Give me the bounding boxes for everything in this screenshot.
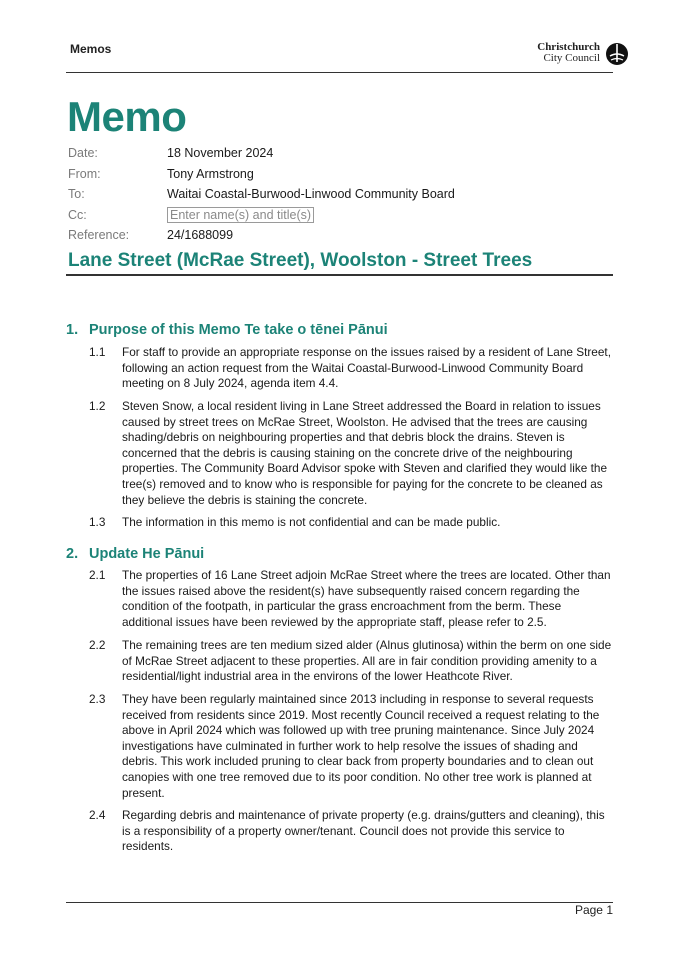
paragraph-number: 1.3 [89,515,106,529]
council-logo [500,42,630,68]
meta-label: Cc: [68,207,87,222]
paragraph-number: 2.2 [89,638,106,652]
paragraph-number: 2.4 [89,808,106,822]
paragraph-number: 2.1 [89,568,106,582]
paragraph-number: 1.2 [89,399,106,413]
paragraph-text: The information in this memo is not confidential and can be made public. [122,515,501,529]
section-heading [66,546,204,562]
paragraph-text: For staff to provide an appropriate response on the issues raised by a resident of Lane Street, following an action request from the Waitai Coastal-Burwood-Linwood Community Board meeting on 8 July 2024, agenda item 4.4. [122,345,611,391]
meta-label: Date: [68,146,98,160]
section-heading [66,322,388,338]
meta-row-to [68,187,628,208]
paragraph-text: Steven Snow, a local resident living in Lane Street addressed the Board in relation to issues caused by street trees on McRae Street, Woolston. He advised that the trees are causing shading/debris on neighbouring properties and that debris block the drains. Steven is concerned that the debris is causing staining on the concrete drive of the neighbouring properties. The Community Board Advisor spoke with Steven and clarified they would like the tree(s) removed and to know who is responsible for paying for the concrete to be cleaned as they believe the debris is staining the concrete. [122,399,608,507]
document-title: Lane Street (McRae Street), Woolston - Street Trees [68,250,533,271]
meta-value: Waitai Coastal-Burwood-Linwood Community Board [167,187,455,201]
paragraph-text: The properties of 16 Lane Street adjoin McRae Street where the trees are located. Other than the issues raised above the resident(s) have subsequently raised concern regarding the condition of the footpath, in particular the grass encroachment from the berm. These additional issues have been reviewed by the appropriate staff, please refer to 2.5. [122,568,611,629]
meta-value: 24/1688099 [167,228,234,242]
header-label: Memos [70,42,112,56]
header-divider [66,72,613,73]
meta-row-from [68,167,628,188]
logo-text [537,42,600,64]
memo-meta [68,146,628,249]
meta-value: 18 November 2024 [167,146,274,160]
logo-line-2: City Council [543,52,600,64]
memo-title: Memo [67,93,187,140]
paragraph-number: 2.3 [89,692,106,706]
meta-row-cc [68,208,628,229]
meta-row-reference [68,228,628,249]
paragraph-text: The remaining trees are ten medium sized alder (Alnus glutinosa) within the berm on one side of McRae Street adjacent to these properties. All are in fair condition providing amenity to a residential/light industrial area in the environs of the lower Heathcote River. [122,638,612,684]
meta-label: From: [68,166,101,181]
paragraph-text: They have been regularly maintained since 2013 including in response to several requests received from residents since 2019. Most recently Council received a request relating to the above in April 2024 which was followed up with tree pruning maintenance. Since July 2024 investigations have culminated in further work to help resolve the issues of shading and debris. This work included pruning to clear back from property boundaries and to clean out canopies with one tree removed due to its poor condition. No other tree work is planned at present. [122,692,600,800]
title-divider [66,274,613,276]
footer-divider [66,902,613,903]
meta-label: Reference: [68,228,130,242]
section-number: 2. [66,546,79,562]
page-number: Page 1 [574,903,613,917]
section-title: Purpose of this Memo Te take o tēnei Pānui [89,322,388,338]
meta-label: To: [68,187,85,201]
paragraph-number: 1.1 [89,345,106,359]
paragraph-text: Regarding debris and maintenance of private property (e.g. drains/gutters and cleaning), this is a responsibility of a property owner/tenant. Council does not provide this service to residents. [122,808,605,854]
section-number: 1. [66,322,79,338]
section-title: Update He Pānui [89,546,205,562]
council-emblem-icon [604,42,630,66]
cc-input-field[interactable]: Enter name(s) and title(s) [167,207,314,223]
logo-line-1: Christchurch [537,41,600,53]
page-header [70,42,630,76]
meta-row-date [68,146,628,167]
meta-value: Tony Armstrong [167,166,254,181]
